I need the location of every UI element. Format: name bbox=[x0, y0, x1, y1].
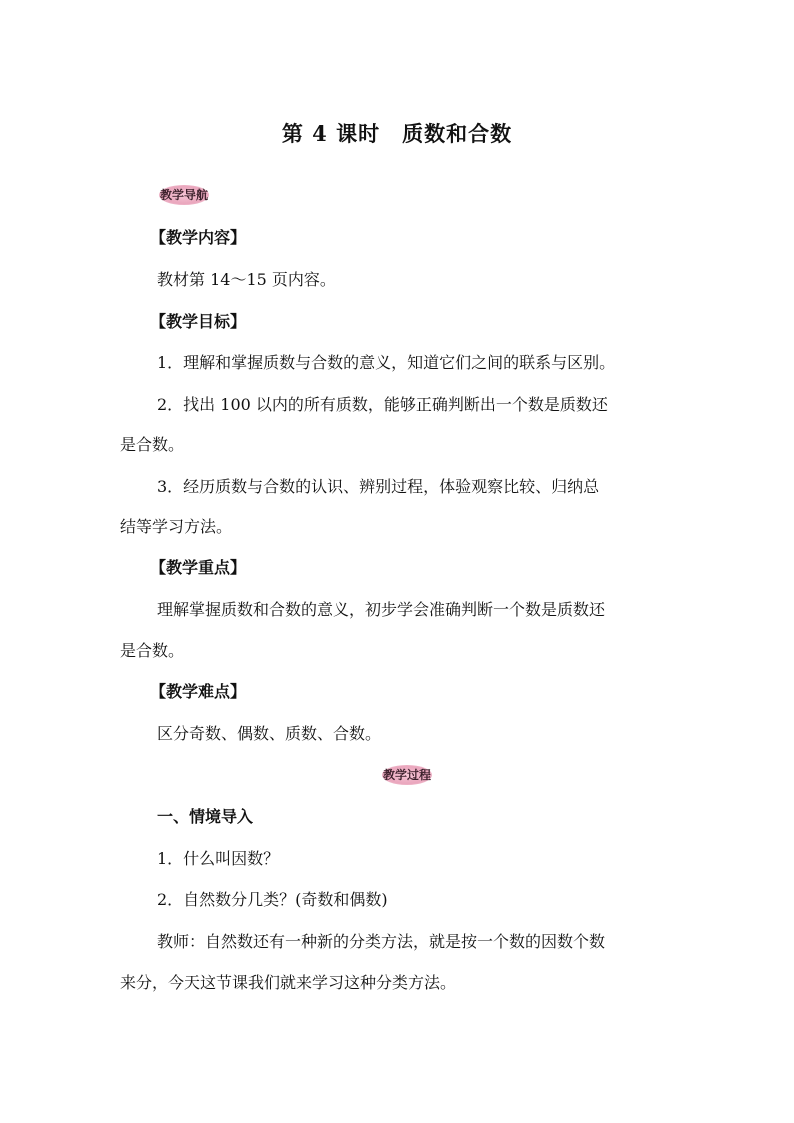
difficulties-text: 区分奇数、偶数、质数、合数。 bbox=[157, 724, 382, 743]
goal-2-line-2: 是合数。 bbox=[120, 435, 185, 454]
teacher-line-1: 教师：自然数还有一种新的分类方法，就是按一个数的因数个数 bbox=[157, 932, 606, 951]
section-intro-heading: 一、情境导入 bbox=[157, 807, 254, 826]
heading-goals: 【教学目标】 bbox=[150, 312, 247, 331]
teacher-line-2: 来分，今天这节课我们就来学习这种分类方法。 bbox=[120, 973, 457, 992]
goal-1: 1．理解和掌握质数与合数的意义，知道它们之间的联系与区别。 bbox=[157, 353, 616, 372]
key-points-line-2: 是合数。 bbox=[120, 641, 185, 660]
lesson-topic: 质数和合数 bbox=[402, 121, 513, 146]
goal-3-line-2: 结等学习方法。 bbox=[120, 517, 233, 536]
badge-text: 教学导航 bbox=[159, 185, 209, 205]
lesson-number: 第 4 课时 bbox=[281, 121, 381, 146]
heading-difficulties: 【教学难点】 bbox=[150, 682, 247, 701]
teaching-nav-badge bbox=[157, 185, 211, 205]
question-1: 1．什么叫因数？ bbox=[157, 849, 280, 868]
goal-3-line-1: 3．经历质数与合数的认识、辨别过程，体验观察比较、归纳总 bbox=[157, 477, 600, 496]
teaching-process-badge bbox=[380, 765, 434, 785]
badge-text: 教学过程 bbox=[382, 765, 432, 785]
goal-2-line-1: 2．找出 100 以内的所有质数，能够正确判断出一个数是质数还 bbox=[157, 395, 608, 414]
question-2: 2．自然数分几类？(奇数和偶数) bbox=[157, 890, 388, 909]
key-points-line-1: 理解掌握质数和合数的意义，初步学会准确判断一个数是质数还 bbox=[157, 600, 606, 619]
heading-key-points: 【教学重点】 bbox=[150, 558, 247, 577]
heading-content: 【教学内容】 bbox=[150, 228, 247, 247]
content-text: 教材第 14～15 页内容。 bbox=[157, 270, 336, 289]
page-title bbox=[0, 118, 794, 148]
